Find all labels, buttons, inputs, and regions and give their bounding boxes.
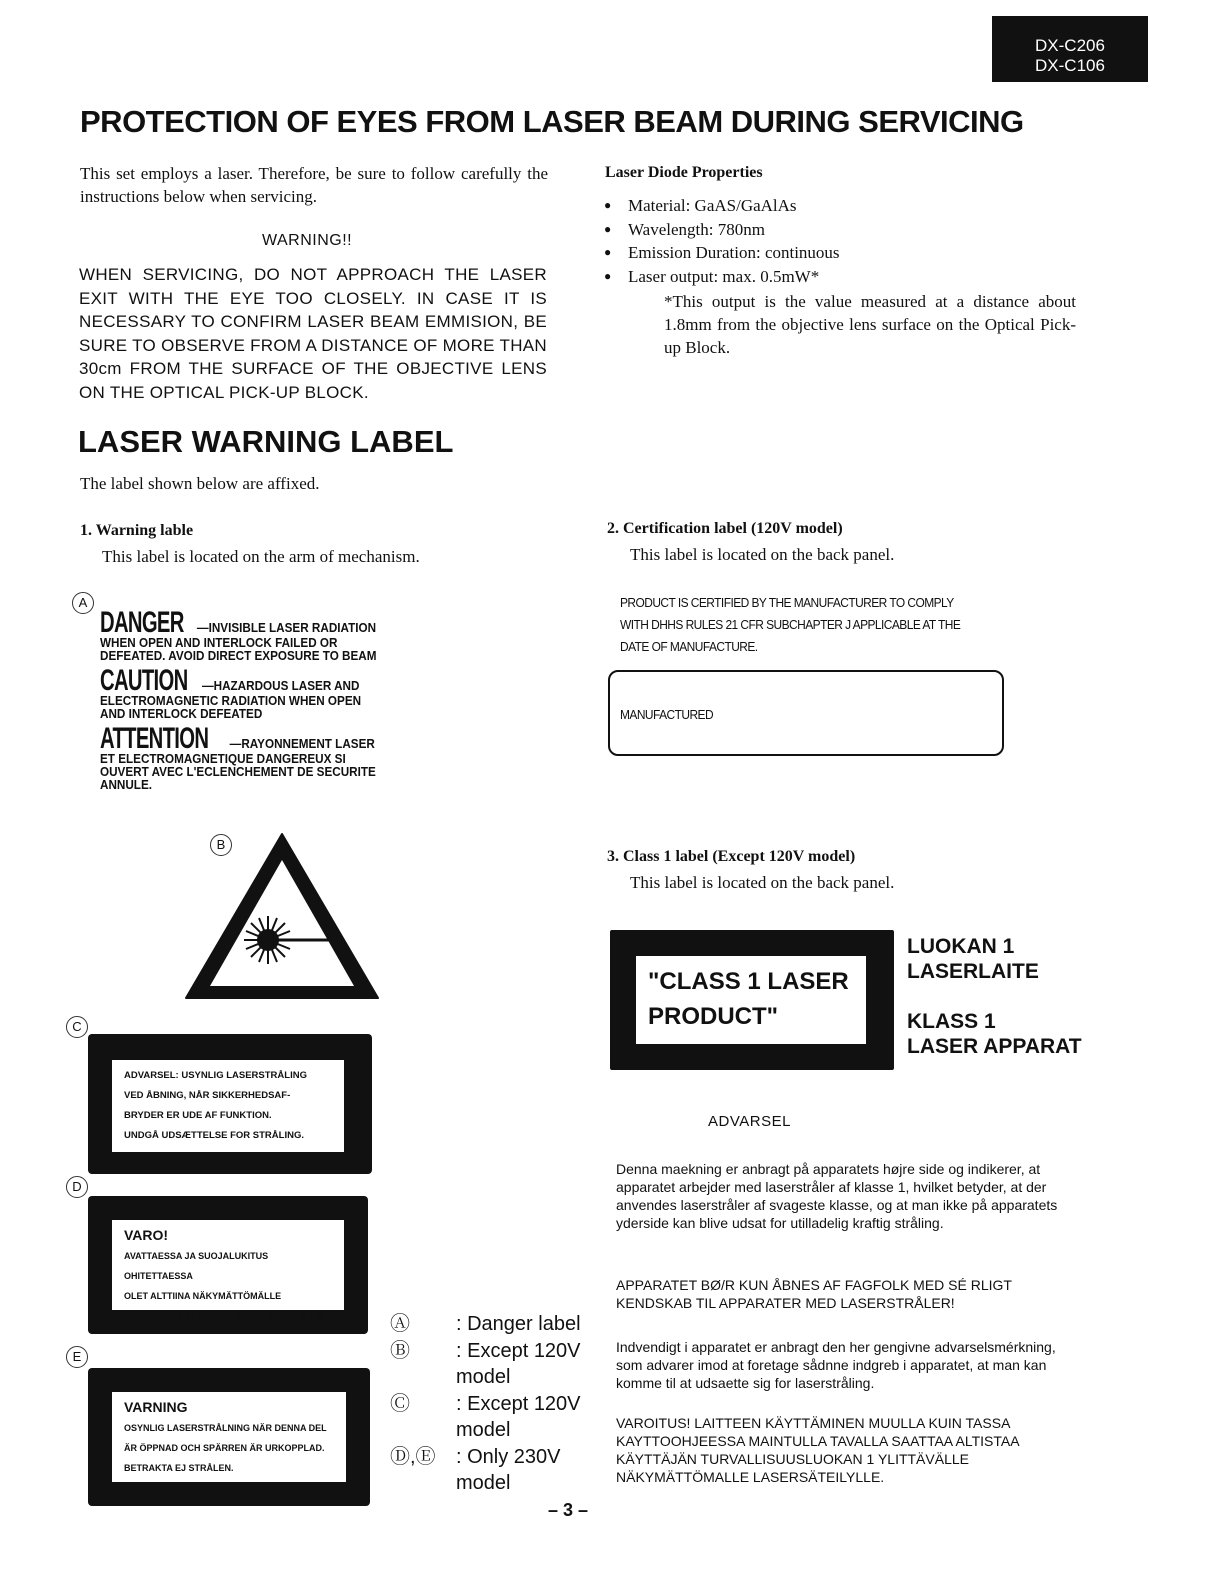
item1-desc: This label is located on the arm of mechanism. <box>102 547 420 566</box>
caution-line: ELECTROMAGNETIC RADIATION WHEN OPEN <box>100 693 362 708</box>
label-e-line: OSYNLIG LASERSTRÅLNING NÄR DENNA DEL <box>124 1423 327 1433</box>
attention-lead: —RAYONNEMENT LASER <box>226 736 375 751</box>
marker-b: B <box>210 834 232 856</box>
cert-line: PRODUCT IS CERTIFIED BY THE MANUFACTURER TO COMPLY <box>620 595 954 610</box>
danger-word: DANGER <box>100 606 184 639</box>
attention-word: ATTENTION <box>100 722 209 755</box>
attention-line: ANNULE. <box>100 777 153 792</box>
warning-text: WHEN SERVICING, DO NOT APPROACH THE LASER EXIT WITH THE EYE TOO CLOSELY. IN CASE IT IS NECESSARY TO CONFIRM LASER BEAM EMMISION, BE SURE TO OBSERVE FROM A DISTANCE OF MORE THAN 30cm FROM THE SURFACE OF THE OBJECTIVE LENS ON THE OPTICAL PICK-UP BLOCK. <box>79 265 547 402</box>
marker-e: E <box>66 1346 88 1368</box>
legend-symbol: Ⓑ <box>390 1339 410 1362</box>
luokan-line: LUOKAN 1 <box>907 935 1015 958</box>
klass-line: LASER APPARAT <box>907 1035 1082 1058</box>
section-subtitle: The label shown below are affixed. <box>80 474 320 493</box>
caution-line: AND INTERLOCK DEFEATED <box>100 706 263 721</box>
legend-row <box>390 1444 600 1497</box>
label-c-line: ADVARSEL: USYNLIG LASERSTRÅLING <box>124 1070 307 1081</box>
cert-box-text: MANUFACTURED <box>620 707 714 722</box>
label-d-line: AVATTAESSA JA SUOJALUKITUS OHITETTAESSA <box>124 1251 269 1281</box>
label-c-line: VED ÅBNING, NÅR SIKKERHEDSAF- <box>124 1090 291 1101</box>
page-title: PROTECTION OF EYES FROM LASER BEAM DURING SERVICING <box>80 104 1024 139</box>
advarsel-para: Denna maekning er anbragt på apparatets højre side og indikerer, at apparatet arbejder med laserstråler af klasse 1, hvilket betyder, at der anvendes laserstråler af svageste klasse, og at man ikke på apparatets yderside kan blive udsat for utilladelig kraftig stråling. <box>616 1161 1058 1231</box>
cert-line: DATE OF MANUFACTURE. <box>620 639 758 654</box>
label-d-line: LASERSÄTEILYLLE. ÄLÄ KATSO SÄTEESEEN. <box>124 1311 326 1321</box>
legend-desc: : Danger label <box>456 1313 581 1335</box>
legend-desc: : Only 230V model <box>456 1445 561 1494</box>
laser-prop-item: ● Emission Duration: continuous <box>604 241 1084 265</box>
danger-lead: —INVISIBLE LASER RADIATION <box>193 620 377 635</box>
label-d-title: VARO! <box>124 1227 169 1243</box>
model-number-1: DX-C206 <box>1035 36 1105 55</box>
attention-line: OUVERT AVEC L'ECLENCHEMENT DE SECURITE <box>100 764 376 779</box>
legend-row <box>390 1391 600 1444</box>
caution-lead: —HAZARDOUS LASER AND <box>198 678 360 693</box>
cert-line: WITH DHHS RULES 21 CFR SUBCHAPTER J APPLICABLE AT THE <box>620 617 961 632</box>
attention-line: ET ELECTROMAGNETIQUE DANGEREUX SI <box>100 751 346 766</box>
advarsel-para: VAROITUS! LAITTEEN KÄYTTÄMINEN MUULLA KUIN TASSA KAYTTOOHJEESSA MAINTULLA TAVALLA SAATTAA ALTISTAA KÄYTTÄJÄN TURVALLISUUSLUOKAN 1 YLITTÄVÄLLE NÄKYMÄTTÖMALLE LASERSÄTEILYLLE. <box>616 1415 1019 1485</box>
advarsel-para: Indvendigt i apparatet er anbragt den her gengivne advarselsmérkning, som advarer imod at foretage sådnne indgreb i apparatet, at man kan komme til at udsaette sig for laserstråling. <box>616 1339 1056 1391</box>
marker-d: D <box>66 1176 88 1198</box>
caution-word: CAUTION <box>100 664 188 697</box>
legend-row <box>390 1311 600 1338</box>
class1-label <box>610 930 894 1070</box>
label-e-title: VARNING <box>124 1399 188 1415</box>
label-d-line: OLET ALTTIINA NÄKYMÄTTÖMÄLLE <box>124 1291 282 1301</box>
laser-prop-item: ● Material: GaAS/GaAlAs <box>604 194 1084 218</box>
laser-prop-item: ● Laser output: max. 0.5mW* <box>604 265 1084 289</box>
model-number-2: DX-C106 <box>1035 56 1105 75</box>
legend-desc: : Except 120V model <box>456 1339 581 1388</box>
class1-line: "CLASS 1 LASER <box>648 968 849 995</box>
advarsel-para: APPARATET BØ/R KUN ÅBNES AF FAGFOLK MED SÉ RLIGT KENDSKAB TIL APPARATER MED LASERSTRÅLER! <box>616 1277 1012 1311</box>
laser-props-note: *This output is the value measured at a distance about 1.8mm from the objective lens surface on the Optical Pick-up Block. <box>664 292 1076 357</box>
label-e-line: ÄR ÖPPNAD OCH SPÄRREN ÄR URKOPPLAD. <box>124 1443 325 1453</box>
label-e <box>88 1368 370 1506</box>
laser-prop-item: ● Wavelength: 780nm <box>604 218 1084 242</box>
marker-c: C <box>66 1016 88 1038</box>
klass-line: KLASS 1 <box>907 1010 996 1033</box>
legend-symbol: Ⓓ,Ⓔ <box>390 1445 436 1468</box>
page-number: – 3 – <box>548 1500 589 1520</box>
model-number-box <box>992 16 1148 82</box>
legend-symbol: Ⓐ <box>390 1313 410 1335</box>
item3-title: 3. Class 1 label (Except 120V model) <box>607 848 856 865</box>
label-legend <box>390 1311 600 1497</box>
label-e-line: BETRAKTA EJ STRÅLEN. <box>124 1463 234 1473</box>
label-c-line: BRYDER ER UDE AF FUNKTION. <box>124 1110 272 1121</box>
item2-desc: This label is located on the back panel. <box>630 545 895 564</box>
legend-row <box>390 1338 600 1391</box>
luokan-text <box>907 934 1082 1059</box>
luokan-line: LASERLAITE <box>907 960 1039 983</box>
warning-heading: WARNING!! <box>262 232 353 249</box>
laser-warning-triangle-icon <box>182 830 382 1002</box>
danger-label <box>100 606 460 792</box>
laser-props-heading: Laser Diode Properties <box>605 164 763 181</box>
danger-line: DEFEATED. AVOID DIRECT EXPOSURE TO BEAM <box>100 648 377 663</box>
item3-desc: This label is located on the back panel. <box>630 873 895 892</box>
label-c-line: UNDGÅ UDSÆTTELSE FOR STRÅLING. <box>124 1130 304 1141</box>
label-c <box>88 1034 372 1174</box>
class1-line: PRODUCT" <box>648 1003 779 1030</box>
advarsel-heading: ADVARSEL <box>708 1113 791 1130</box>
marker-a: A <box>72 592 94 614</box>
section-title: LASER WARNING LABEL <box>78 424 454 459</box>
item1-title: 1. Warning lable <box>80 522 194 539</box>
legend-desc: : Except 120V model <box>456 1392 581 1441</box>
cert-label-box <box>608 670 1004 756</box>
laser-props-list <box>604 194 1084 288</box>
cert-label-text <box>620 592 1006 658</box>
intro-text: This set employs a laser. Therefore, be sure to follow carefully the instructions below when servicing. <box>80 164 548 206</box>
legend-symbol: Ⓒ <box>390 1392 410 1415</box>
label-d <box>88 1196 368 1334</box>
item2-title: 2. Certification label (120V model) <box>607 520 843 537</box>
danger-line: WHEN OPEN AND INTERLOCK FAILED OR <box>100 635 338 650</box>
